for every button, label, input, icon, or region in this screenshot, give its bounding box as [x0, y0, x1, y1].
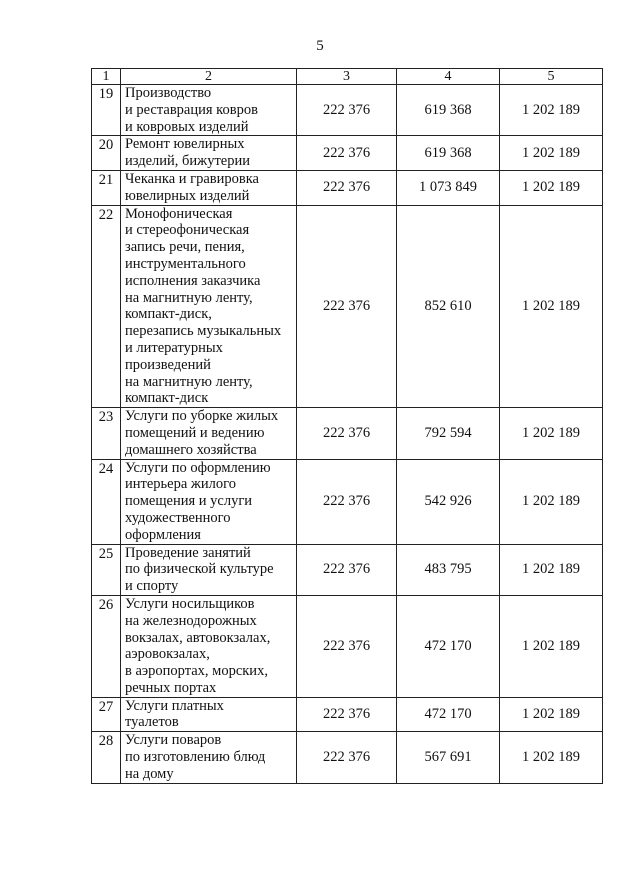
- row-number: 23: [92, 408, 121, 459]
- value-c3: 222 376: [297, 595, 397, 697]
- row-number: 27: [92, 697, 121, 732]
- value-c3: 222 376: [297, 544, 397, 595]
- row-number: 24: [92, 459, 121, 544]
- service-name-line: и стереофоническая: [125, 222, 250, 239]
- table-row: [92, 408, 603, 459]
- table-row: [92, 205, 603, 408]
- row-number: 28: [92, 732, 121, 783]
- value-c3: 222 376: [297, 459, 397, 544]
- service-name-line: на железнодорожных: [125, 612, 257, 629]
- table-row: [92, 459, 603, 544]
- value-c5: 1 202 189: [500, 136, 603, 171]
- value-c5: 1 202 189: [500, 205, 603, 408]
- service-name: [121, 595, 297, 697]
- service-name: [121, 544, 297, 595]
- column-header-5: 5: [500, 69, 603, 85]
- value-c5: 1 202 189: [500, 459, 603, 544]
- column-header-4: 4: [397, 69, 500, 85]
- service-name-line: Монофоническая: [125, 205, 233, 222]
- value-c4: 1 073 849: [397, 170, 500, 205]
- column-header-3: 3: [297, 69, 397, 85]
- service-name-line: вокзалах, автовокзалах,: [125, 629, 271, 646]
- value-c5: 1 202 189: [500, 85, 603, 136]
- service-name: [121, 697, 297, 732]
- service-name: [121, 459, 297, 544]
- service-name: [121, 170, 297, 205]
- row-number: 22: [92, 205, 121, 408]
- value-c4: 483 795: [397, 544, 500, 595]
- service-name-line: помещений и ведению: [125, 424, 265, 441]
- service-name-line: исполнения заказчика: [125, 272, 261, 289]
- row-number: 25: [92, 544, 121, 595]
- value-c5: 1 202 189: [500, 544, 603, 595]
- service-name-line: на магнитную ленту,: [125, 289, 253, 306]
- value-c3: 222 376: [297, 408, 397, 459]
- column-header-2: 2: [121, 69, 297, 85]
- service-name-line: изделий, бижутерии: [125, 153, 250, 170]
- service-name-line: помещения и услуги: [125, 493, 253, 510]
- value-c3: 222 376: [297, 170, 397, 205]
- service-name-line: инструментального: [125, 255, 246, 272]
- service-name-line: Услуги по уборке жилых: [125, 408, 279, 425]
- tariff-table: [91, 68, 603, 784]
- service-name-line: и спорту: [125, 578, 179, 595]
- table-row: [92, 697, 603, 732]
- value-c3: 222 376: [297, 732, 397, 783]
- service-name-line: Услуги по оформлению: [125, 459, 271, 476]
- table-row: [92, 85, 603, 136]
- service-name-line: по изготовлению блюд: [125, 749, 266, 766]
- value-c5: 1 202 189: [500, 595, 603, 697]
- value-c4: 472 170: [397, 595, 500, 697]
- service-name-line: Ремонт ювелирных: [125, 136, 245, 153]
- service-name-line: Проведение занятий: [125, 544, 251, 561]
- table-row: [92, 732, 603, 783]
- service-name-line: компакт-диск,: [125, 306, 212, 323]
- row-number: 21: [92, 170, 121, 205]
- service-name-line: Услуги платных: [125, 697, 224, 714]
- value-c3: 222 376: [297, 697, 397, 732]
- table-header-row: [92, 69, 603, 85]
- value-c4: 567 691: [397, 732, 500, 783]
- service-name-line: по физической культуре: [125, 561, 274, 578]
- service-name-line: ювелирных изделий: [125, 187, 250, 204]
- value-c4: 852 610: [397, 205, 500, 408]
- value-c5: 1 202 189: [500, 408, 603, 459]
- service-name-line: произведений: [125, 356, 211, 373]
- service-name-line: оформления: [125, 526, 201, 543]
- service-name-line: и литературных: [125, 339, 223, 356]
- value-c4: 792 594: [397, 408, 500, 459]
- service-name-line: в аэропортах, морских,: [125, 663, 268, 680]
- value-c4: 472 170: [397, 697, 500, 732]
- service-name-line: домашнего хозяйства: [125, 441, 257, 458]
- table-row: [92, 595, 603, 697]
- value-c4: 542 926: [397, 459, 500, 544]
- value-c3: 222 376: [297, 136, 397, 171]
- column-header-1: 1: [92, 69, 121, 85]
- service-name-line: Чеканка и гравировка: [125, 170, 259, 187]
- service-name-line: интерьера жилого: [125, 476, 237, 493]
- value-c4: 619 368: [397, 136, 500, 171]
- table-body: [92, 69, 603, 784]
- table-row: [92, 170, 603, 205]
- service-name: [121, 85, 297, 136]
- service-name-line: компакт-диск: [125, 390, 209, 407]
- service-name-line: Производство: [125, 85, 212, 101]
- service-name: [121, 732, 297, 783]
- page-number: 5: [316, 38, 324, 54]
- service-name-line: аэровокзалах,: [125, 646, 210, 663]
- row-number: 19: [92, 85, 121, 136]
- value-c5: 1 202 189: [500, 170, 603, 205]
- value-c3: 222 376: [297, 205, 397, 408]
- value-c3: 222 376: [297, 85, 397, 136]
- value-c5: 1 202 189: [500, 697, 603, 732]
- service-name-line: туалетов: [125, 714, 179, 731]
- service-name: [121, 205, 297, 408]
- service-name-line: художественного: [125, 509, 231, 526]
- service-name-line: Услуги носильщиков: [125, 595, 255, 612]
- service-name-line: перезапись музыкальных: [125, 323, 282, 340]
- table-row: [92, 136, 603, 171]
- service-name-line: запись речи, пения,: [125, 239, 245, 256]
- value-c5: 1 202 189: [500, 732, 603, 783]
- service-name-line: Услуги поваров: [125, 732, 222, 749]
- row-number: 26: [92, 595, 121, 697]
- service-name: [121, 408, 297, 459]
- service-name-line: и реставрация ковров: [125, 101, 258, 118]
- service-name-line: и ковровых изделий: [125, 118, 249, 135]
- value-c4: 619 368: [397, 85, 500, 136]
- service-name-line: на магнитную ленту,: [125, 373, 253, 390]
- row-number: 20: [92, 136, 121, 171]
- service-name-line: речных портах: [125, 679, 217, 696]
- table-row: [92, 544, 603, 595]
- service-name-line: на дому: [125, 765, 174, 782]
- service-name: [121, 136, 297, 171]
